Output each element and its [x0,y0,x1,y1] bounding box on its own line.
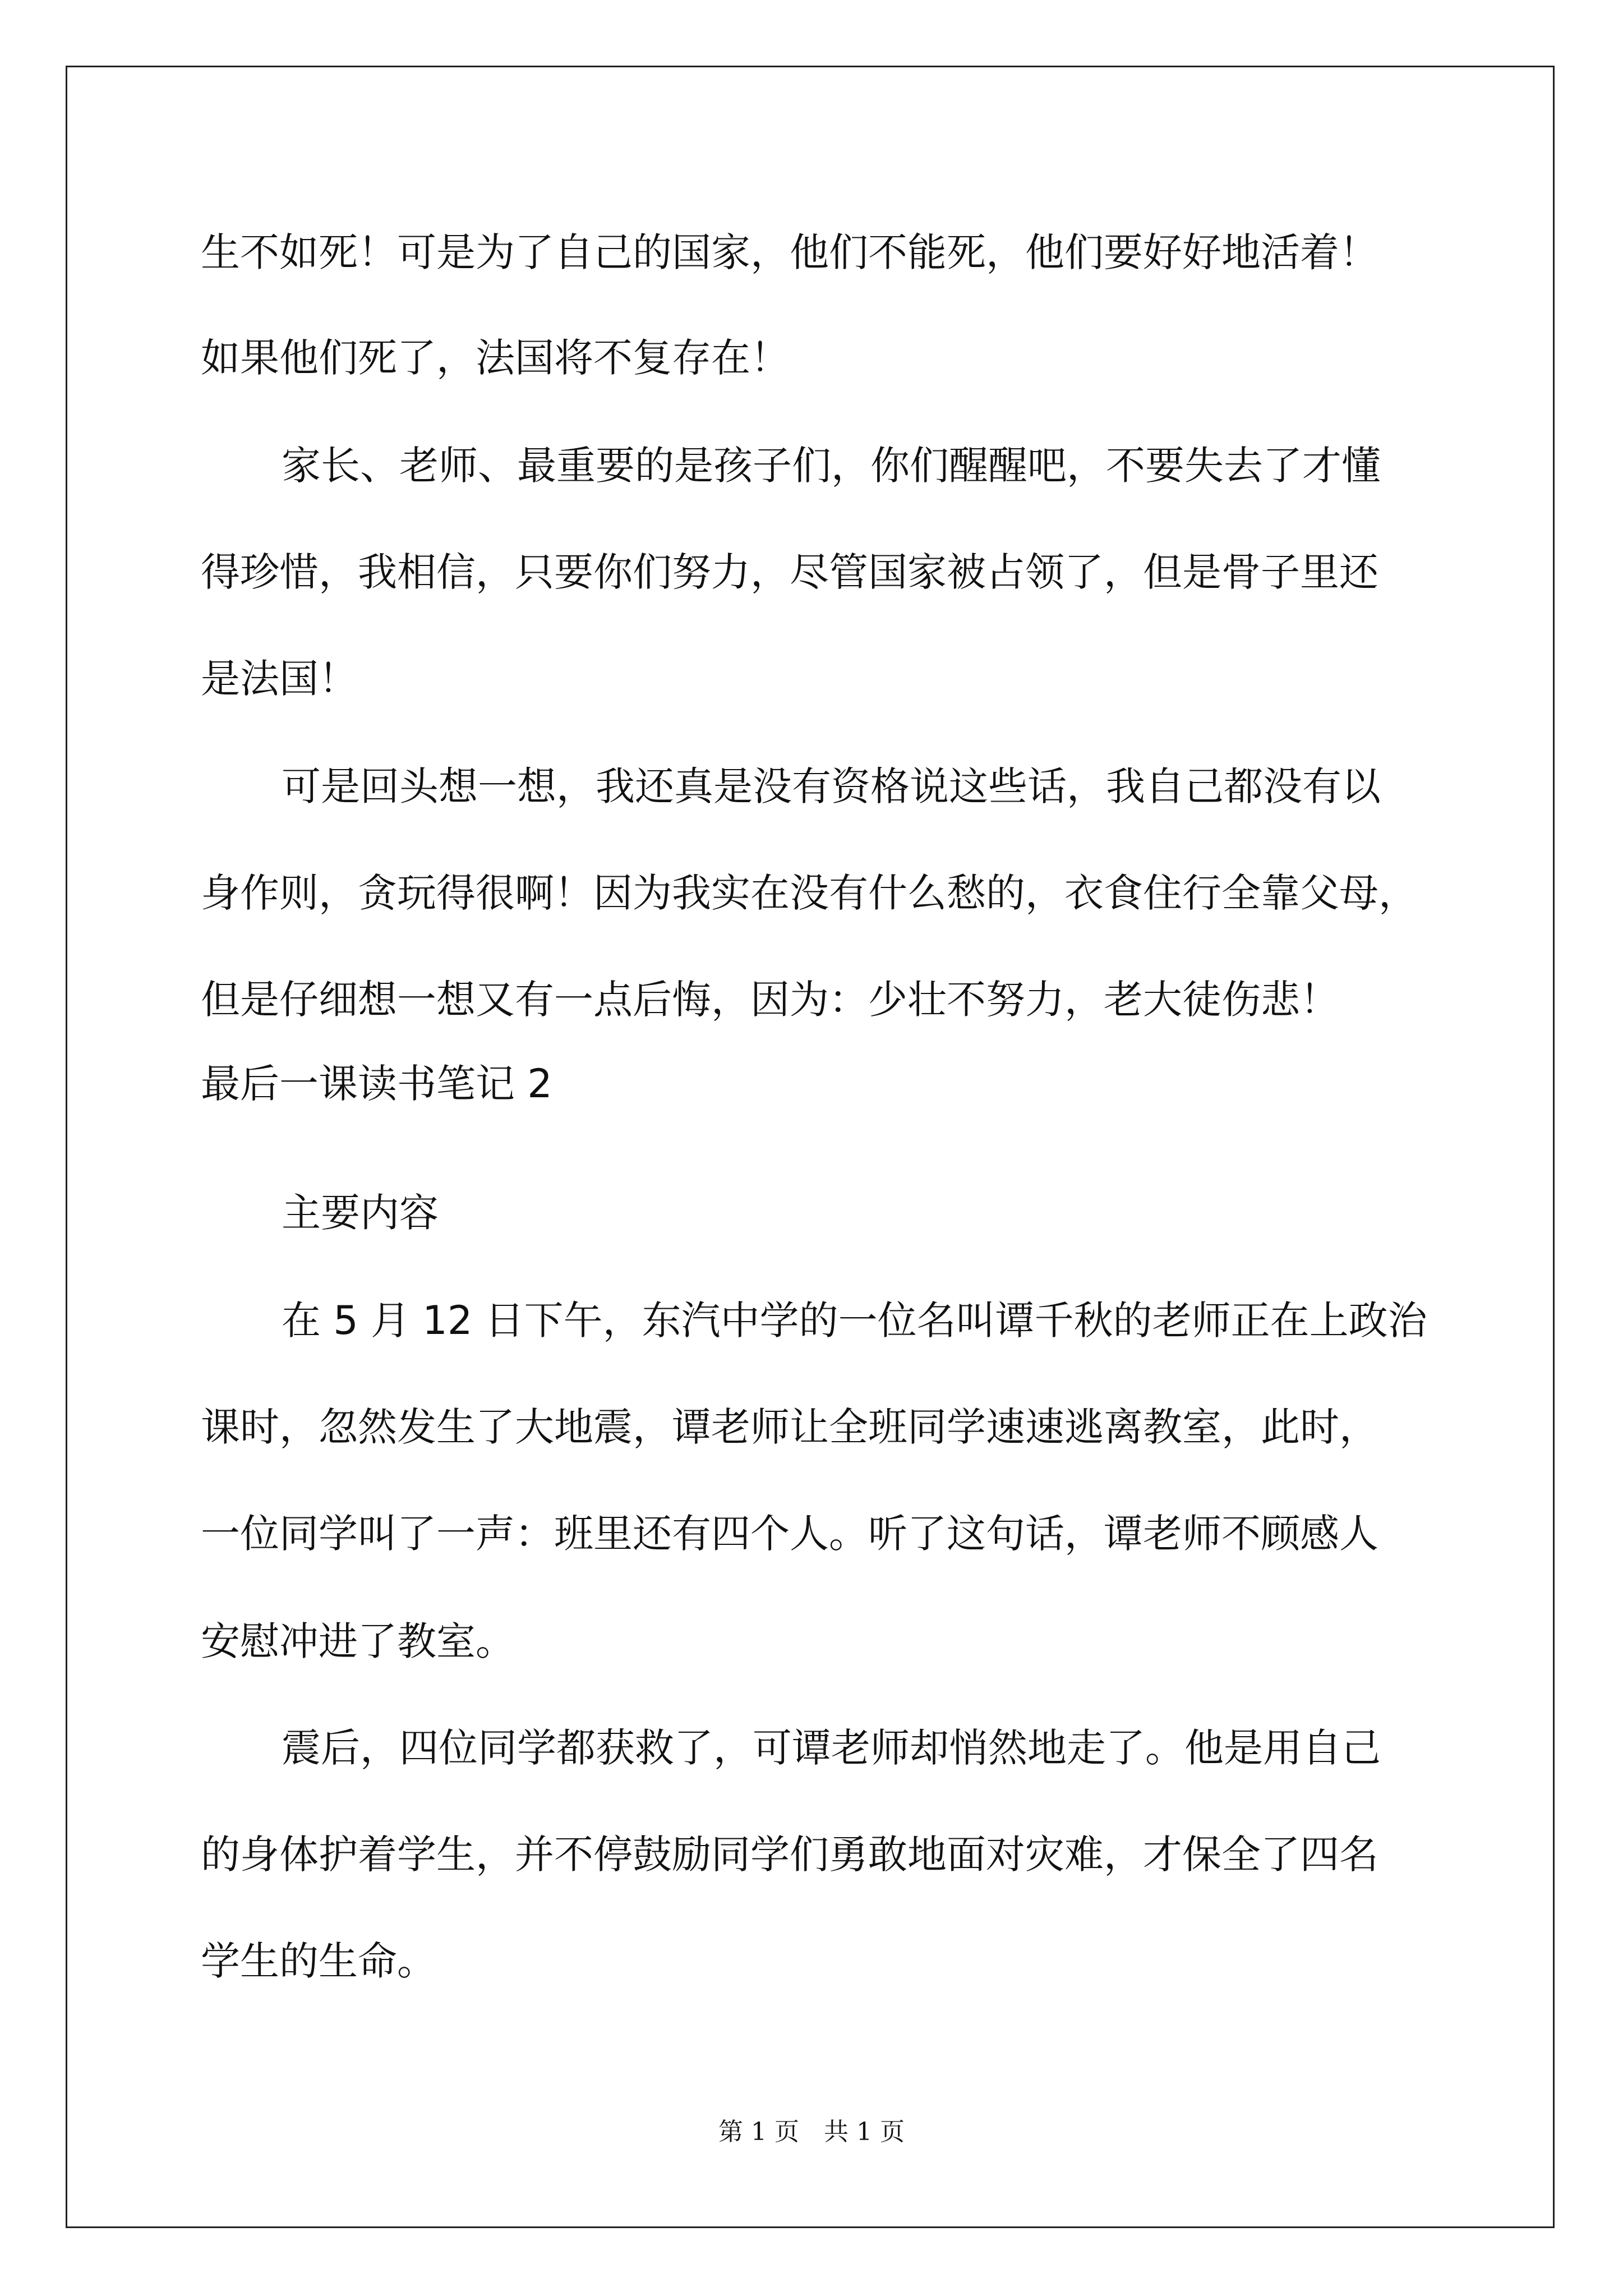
page-footer: 第 1 页 共 1 页 [718,2118,905,2146]
text-line: 身作则，贪玩得很啊！因为我实在没有什么愁的，衣食住行全靠父母， [201,870,1418,916]
text-line: 一位同学叫了一声：班里还有四个人。听了这句话，谭老师不顾感人 [201,1511,1378,1557]
section-heading: 最后一课读书笔记 2 [201,1061,552,1107]
paragraph-start-line: 震后，四位同学都获救了，可谭老师却悄然地走了。他是用自己 [282,1725,1381,1771]
text-line: 课时，忽然发生了大地震，谭老师让全班同学速速逃离教室，此时， [201,1404,1378,1450]
text-line: 是法国！ [201,656,358,702]
text-line: 但是仔细想一想又有一点后悔，因为：少壮不努力，老大徒伤悲！ [201,977,1339,1023]
page-frame [66,66,1555,2228]
text-line: 安慰冲进了教室。 [201,1618,515,1664]
paragraph-start-line: 可是回头想一想，我还真是没有资格说这些话，我自己都没有以 [282,763,1381,809]
text-line: 得珍惜，我相信，只要你们努力，尽管国家被占领了，但是骨子里还 [201,549,1378,595]
subheading: 主要内容 [282,1190,439,1236]
text-line: 如果他们死了，法国将不复存在！ [201,335,790,381]
paragraph-start-line: 在 5 月 12 日下午，东汽中学的一位名叫谭千秋的老师正在上政治 [282,1297,1427,1343]
text-line: 学生的生命。 [201,1938,436,1984]
text-line: 的身体护着学生，并不停鼓励同学们勇敢地面对灾难，才保全了四名 [201,1832,1378,1878]
paragraph-start-line: 家长、老师、最重要的是孩子们，你们醒醒吧，不要失去了才懂 [282,443,1381,489]
text-line: 生不如死！可是为了自己的国家，他们不能死，他们要好好地活着！ [201,229,1378,275]
